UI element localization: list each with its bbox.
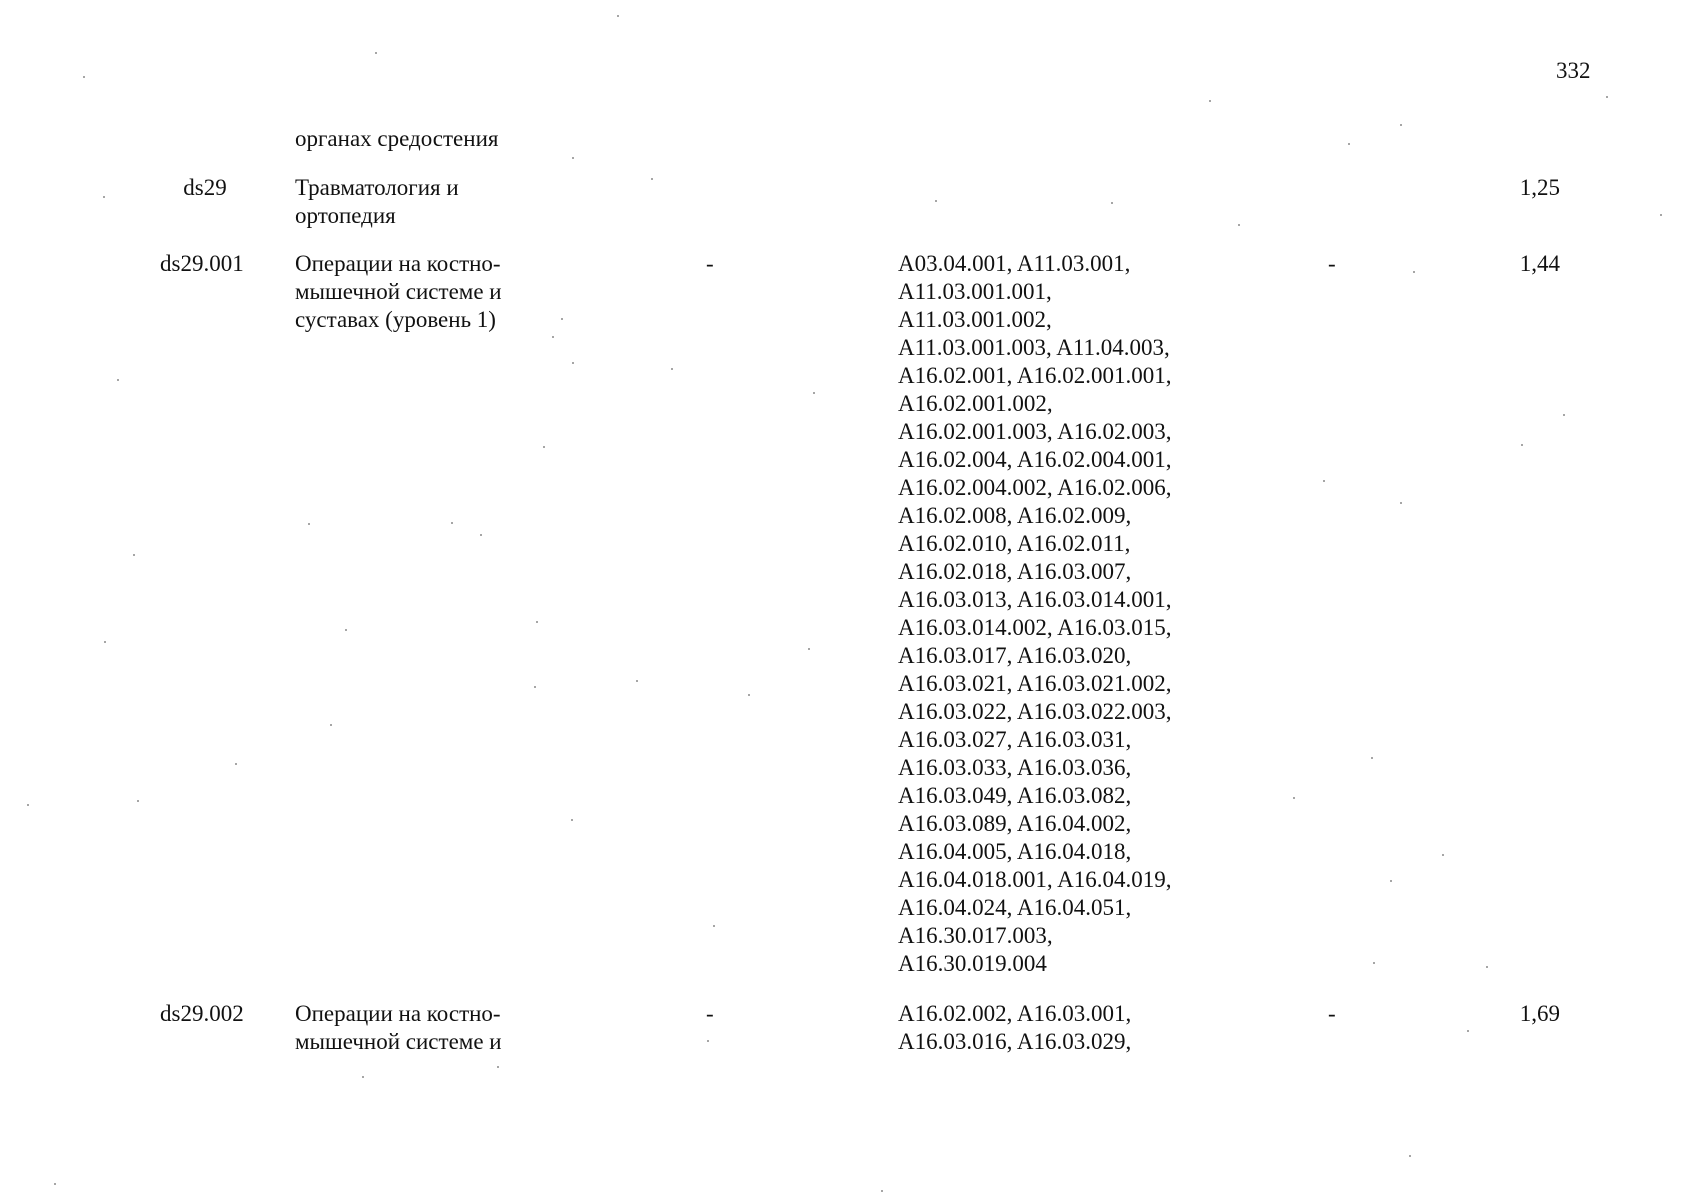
scan-speck <box>1413 271 1415 273</box>
row-name: Травматология и ортопедия <box>295 175 459 228</box>
scan-speck <box>1348 143 1350 145</box>
scan-speck <box>1209 100 1211 102</box>
scan-speck <box>572 362 574 364</box>
scan-speck <box>561 318 563 320</box>
scan-speck <box>707 1040 709 1042</box>
scan-speck <box>1400 124 1402 126</box>
row-dash-column-3: - <box>706 251 714 276</box>
scan-speck <box>1563 414 1565 416</box>
scan-speck <box>104 641 106 643</box>
scan-speck <box>1390 880 1392 882</box>
page-number: 332 <box>1556 58 1591 83</box>
scan-speck <box>534 686 536 688</box>
row-code: ds29 <box>183 175 227 200</box>
scan-speck <box>497 1066 499 1068</box>
scan-speck <box>117 379 119 381</box>
scan-speck <box>1111 202 1113 204</box>
scan-speck <box>1442 854 1444 856</box>
row-service-codes: A16.02.002, A16.03.001, A16.03.016, A16.03.029, <box>898 1001 1132 1054</box>
scan-speck <box>1323 480 1325 482</box>
scan-speck <box>552 336 554 338</box>
scan-speck <box>235 763 237 765</box>
scan-speck <box>636 680 638 682</box>
scan-speck <box>571 819 573 821</box>
scan-speck <box>572 157 574 159</box>
row-name: Операции на костно- мышечной системе и суставах (уровень 1) <box>295 251 502 332</box>
scan-speck <box>808 648 810 650</box>
row-name: Операции на костно- мышечной системе и <box>295 1001 502 1054</box>
scan-speck <box>1373 962 1375 964</box>
scan-speck <box>451 522 453 524</box>
scan-speck <box>345 629 347 631</box>
scan-speck <box>536 621 538 623</box>
scan-speck <box>375 52 377 54</box>
scan-speck <box>1400 502 1402 504</box>
scan-speck <box>330 724 332 726</box>
scan-speck <box>1521 444 1523 446</box>
scan-speck <box>54 1183 56 1185</box>
scan-speck <box>881 1190 883 1192</box>
scan-speck <box>308 523 310 525</box>
scan-speck <box>480 534 482 536</box>
scan-speck <box>617 15 619 17</box>
row-code: ds29.002 <box>160 1001 244 1026</box>
scan-speck <box>671 368 673 370</box>
scan-speck <box>1293 797 1295 799</box>
scan-speck <box>1238 224 1240 226</box>
scan-speck <box>813 392 815 394</box>
scan-speck <box>713 925 715 927</box>
scan-speck <box>133 554 135 556</box>
row-coefficient: 1,69 <box>1519 1001 1560 1026</box>
scan-speck <box>1660 214 1662 216</box>
scan-speck <box>543 446 545 448</box>
row-dash-column-3: - <box>706 1001 714 1026</box>
scan-speck <box>935 200 937 202</box>
scan-speck <box>1486 966 1488 968</box>
scan-speck <box>748 694 750 696</box>
row-service-codes: A03.04.001, A11.03.001, A11.03.001.001, A11.03.001.002, A11.03.001.003, A11.04.003, A16.02.001, A16.02.001.001, A16.02.001.002, A16.02.001.003, A16.02.003, A16.02.004, A16.02.004.001, A16.02.004.002, A16.02.006, A16.02.008, A16.02.009, A16.02.010, A16.02.011, A16.02.018, A16.03.007, A16.03.013, A16.03.014.001, A16.03.014.002, A16.03.015, A16.03.017, A16.03.020, A16.03.021, A16.03.021.002, A16.03.022, A16.03.022.003, A16.03.027, A16.03.031, A16.03.033, A16.03.036, A16.03.049, A16.03.082, A16.03.089, A16.04.002, A16.04.005, A16.04.018, A16.04.018.001, A16.04.019, A16.04.024, A16.04.051, A16.30.017.003, A16.30.019.004 <box>898 251 1172 976</box>
row-dash-column-5: - <box>1328 251 1336 276</box>
scan-speck <box>1371 757 1373 759</box>
row-dash-column-5: - <box>1328 1001 1336 1026</box>
scan-speck <box>27 804 29 806</box>
scan-speck <box>1409 1155 1411 1157</box>
scan-speck <box>1467 1030 1469 1032</box>
scan-speck <box>1606 96 1608 98</box>
scan-speck <box>362 1076 364 1078</box>
row-coefficient: 1,44 <box>1519 251 1560 276</box>
row-coefficient: 1,25 <box>1519 175 1560 200</box>
scan-speck <box>83 76 85 78</box>
row-name: органах средостения <box>295 126 499 151</box>
row-code: ds29.001 <box>160 251 244 276</box>
scan-speck <box>137 800 139 802</box>
scan-speck <box>103 196 105 198</box>
scan-speck <box>651 178 653 180</box>
